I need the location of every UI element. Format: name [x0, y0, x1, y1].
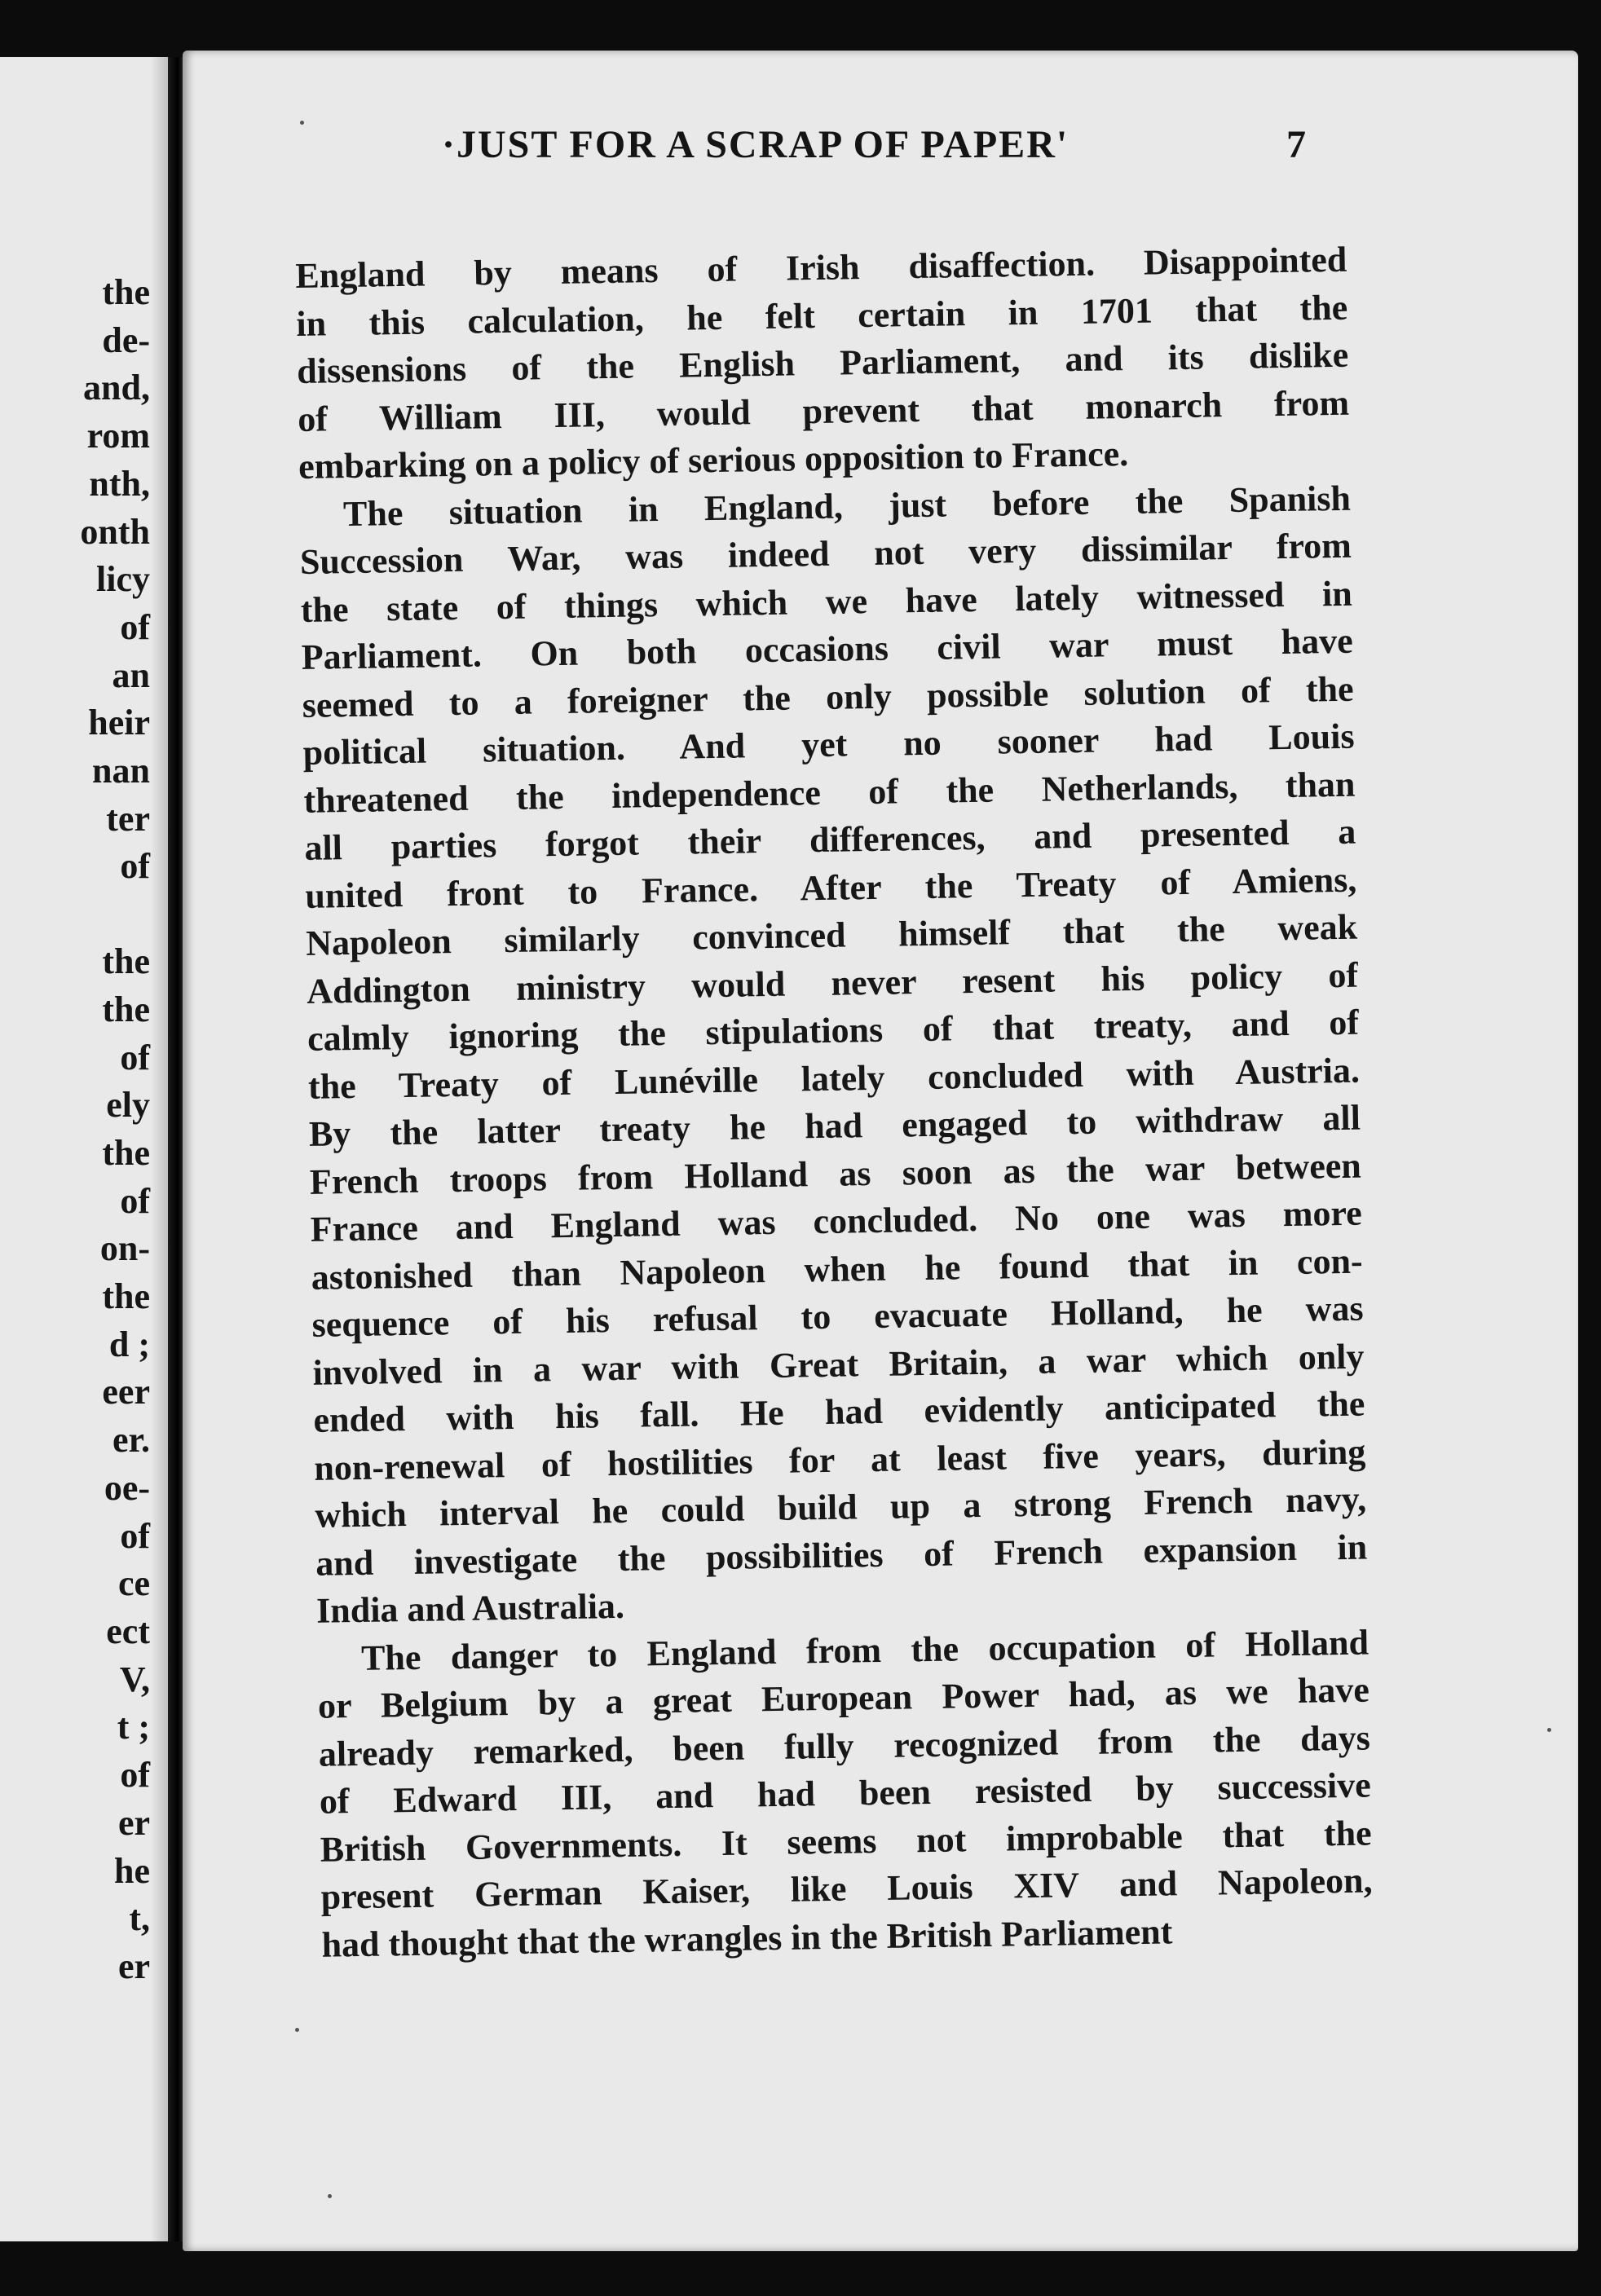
facing-page-word: de- — [102, 320, 150, 360]
print-speck — [295, 2028, 299, 2032]
text-line: all parties forgot their differences, and presented a — [304, 811, 1356, 868]
text-line: and investigate the possibilities of French expansion in — [315, 1527, 1368, 1584]
paragraph — [295, 236, 1350, 491]
text-line: of William III, would prevent that monarch from — [297, 382, 1350, 439]
print-speck — [328, 2194, 332, 2198]
facing-page-word: the — [102, 941, 150, 982]
facing-page-word: on- — [99, 1228, 150, 1269]
print-speck — [300, 121, 304, 125]
text-line: Parliament. On both occasions civil war must have — [301, 620, 1354, 677]
facing-page-word: an — [112, 654, 150, 695]
facing-page-words-lower — [80, 938, 150, 1990]
facing-page-word: licy — [96, 559, 150, 600]
print-speck — [1547, 1728, 1551, 1732]
text-line: The situation in England, just before the Spanish — [342, 478, 1352, 534]
text-line: The danger to England from the occupation of Holland — [360, 1622, 1369, 1678]
facing-page-word: he — [114, 1850, 150, 1891]
text-line: astonished than Napoleon when he found that in con- — [311, 1241, 1363, 1298]
facing-page-word: and, — [83, 368, 150, 408]
facing-page-word: ely — [106, 1085, 150, 1126]
facing-page-word: er — [117, 1946, 150, 1986]
text-line: the state of things which we have lately witnessed in — [300, 573, 1353, 630]
facing-page-word: onth — [80, 511, 150, 552]
text-line: calmly ignoring the stipulations of that treaty, and of — [307, 1002, 1360, 1059]
facing-page-text — [80, 269, 150, 1991]
text-line: France and England was concluded. No one was more — [310, 1192, 1363, 1249]
text-line: dissensions of the English Parliament, and its dislike — [296, 334, 1349, 391]
text-line: British Governments. It seems not improbable that the — [320, 1812, 1372, 1870]
text-line: or Belgium by a great European Power had, as we have — [317, 1669, 1370, 1726]
running-head — [262, 122, 1314, 187]
text-line: present German Kaiser, like Louis XIV and Napoleon, — [320, 1860, 1373, 1917]
text-line: England by means of Irish disaffection. Disappointed — [295, 239, 1347, 296]
text-line: already remarked, been fully recognized from the days — [318, 1717, 1371, 1774]
text-line: India and Australia. — [315, 1585, 625, 1631]
facing-page-word: t, — [129, 1898, 150, 1939]
text-line: seemed to a foreigner the only possible solution of the — [302, 668, 1354, 725]
facing-page-word: ce — [117, 1563, 150, 1604]
facing-page-word: oe- — [104, 1467, 150, 1508]
facing-page-word: er — [117, 1802, 150, 1843]
text-line: political situation. And yet no sooner had Louis — [302, 716, 1355, 773]
facing-page-word: nan — [92, 751, 150, 791]
page-number: 7 — [1286, 123, 1306, 166]
facing-page-word: V, — [119, 1659, 150, 1699]
text-line: By the latter treaty he had engaged to withdraw all — [308, 1097, 1361, 1154]
facing-page-word: of — [120, 606, 150, 647]
facing-page-word: of — [120, 1515, 150, 1556]
paragraph — [299, 474, 1369, 1635]
facing-page-word: of — [120, 1180, 150, 1221]
facing-page-word: d ; — [108, 1324, 150, 1364]
text-line: which interval he could build up a strong French navy, — [314, 1479, 1367, 1536]
text-line: French troops from Holland as soon as the war between — [309, 1145, 1362, 1202]
facing-page-words-upper — [80, 269, 150, 891]
facing-page-word: er. — [112, 1420, 150, 1461]
text-line: in this calculation, he felt certain in 1701 that the — [295, 287, 1348, 344]
facing-page-word: the — [102, 989, 150, 1029]
facing-page-word: the — [102, 1276, 150, 1317]
body-text — [295, 236, 1374, 1969]
facing-page-word: rom — [86, 416, 150, 456]
text-line: embarking on a policy of serious opposition to France. — [298, 433, 1129, 487]
text-line: the Treaty of Lunéville lately concluded with Austria. — [307, 1050, 1361, 1107]
text-line: Succession War, was indeed not very dissimilar from — [299, 525, 1352, 582]
facing-page-word: of — [120, 1755, 150, 1796]
text-line: had thought that the wrangles in the British Parliament — [321, 1910, 1173, 1965]
facing-page-word: ect — [106, 1611, 150, 1651]
running-title: ·JUST FOR A SCRAP OF PAPER' — [442, 123, 1070, 166]
book-binding — [168, 57, 184, 2241]
text-line: involved in a war with Great Britain, a war which only — [312, 1336, 1365, 1393]
facing-page-word: nth, — [89, 463, 150, 504]
text-line: of Edward III, and had been resisted by successive — [319, 1765, 1372, 1822]
paragraph — [317, 1619, 1374, 1969]
facing-page-word: ter — [106, 798, 150, 839]
text-line: ended with his fall. He had evidently anticipated the — [313, 1383, 1365, 1440]
facing-page-word: heir — [88, 703, 150, 743]
facing-page — [0, 57, 168, 2241]
text-line: sequence of his refusal to evacuate Holland, he was — [311, 1288, 1364, 1345]
gutter-shadow — [151, 57, 168, 2241]
facing-page-word: t ; — [117, 1707, 150, 1747]
facing-page-word: the — [102, 1132, 150, 1173]
facing-page-word: of — [120, 1037, 150, 1077]
text-line: threatened the independence of the Netherlands, than — [303, 764, 1356, 821]
text-line: Addington ministry would never resent his policy of — [306, 954, 1359, 1011]
facing-page-word: of — [120, 846, 150, 887]
text-line: Napoleon similarly convinced himself that the weak — [305, 906, 1358, 963]
text-line: united front to France. After the Treaty of Amiens, — [305, 859, 1357, 916]
facing-page-word: eer — [102, 1372, 150, 1412]
text-line: non-renewal of hostilities for at least five years, during — [314, 1431, 1366, 1488]
facing-page-word: the — [102, 272, 150, 312]
